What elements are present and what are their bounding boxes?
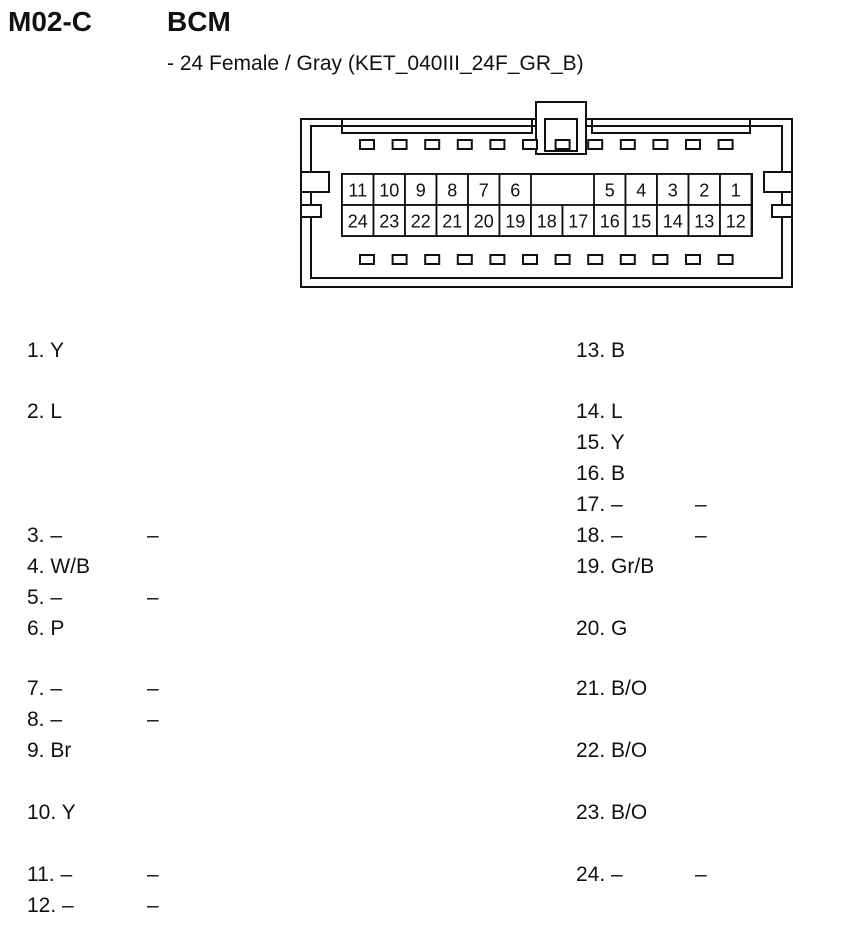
pin-entry-right-5: 17. – <box>576 493 623 516</box>
pin-note-left-7: – <box>147 677 159 700</box>
terminal-clip-top-2 <box>393 140 407 149</box>
pin-number-15: 15 <box>631 211 652 232</box>
connector-description: - 24 Female / Gray (KET_040III_24F_GR_B) <box>167 52 584 75</box>
pin-note-left-5: – <box>147 586 159 609</box>
terminal-clip-top-8 <box>588 140 602 149</box>
pin-note-right-12: – <box>695 863 707 886</box>
terminal-clip-bottom-10 <box>653 255 667 264</box>
terminal-clip-bottom-9 <box>621 255 635 264</box>
pin-number-20: 20 <box>473 211 494 232</box>
terminal-clip-top-7 <box>556 140 570 149</box>
pin-entry-left-9: 9. Br <box>27 739 72 762</box>
terminal-clip-bottom-2 <box>393 255 407 264</box>
pin-number-10: 10 <box>379 180 400 201</box>
pin-entry-left-2: 2. L <box>27 400 63 423</box>
pin-number-18: 18 <box>536 211 557 232</box>
terminal-clip-top-5 <box>490 140 504 149</box>
pin-note-right-5: – <box>695 493 707 516</box>
terminal-clip-top-12 <box>719 140 733 149</box>
left-notch-upper <box>301 172 329 192</box>
pin-entry-right-1: 13. B <box>576 339 626 362</box>
pin-number-21: 21 <box>442 211 463 232</box>
pin-entry-right-9: 21. B/O <box>576 677 648 700</box>
terminal-clip-bottom-7 <box>556 255 570 264</box>
pin-number-22: 22 <box>410 211 431 232</box>
pin-entry-right-12: 24. – <box>576 863 623 886</box>
pin-entry-right-2: 14. L <box>576 400 623 423</box>
pin-entry-right-11: 23. B/O <box>576 801 648 824</box>
terminal-clip-bottom-11 <box>686 255 700 264</box>
terminal-clip-top-9 <box>621 140 635 149</box>
terminal-clip-top-11 <box>686 140 700 149</box>
pin-entry-left-10: 10. Y <box>27 801 76 824</box>
right-notch-lower <box>772 205 792 217</box>
terminal-clip-top-3 <box>425 140 439 149</box>
pin-entry-right-4: 16. B <box>576 462 626 485</box>
pin-entry-left-7: 7. – <box>27 677 63 700</box>
pin-entry-right-3: 15. Y <box>576 431 625 454</box>
pin-number-11: 11 <box>348 180 368 201</box>
pin-entry-right-7: 19. Gr/B <box>576 555 655 578</box>
terminal-clip-top-10 <box>653 140 667 149</box>
terminal-clip-bottom-1 <box>360 255 374 264</box>
pin-number-14: 14 <box>662 211 683 232</box>
pin-note-right-6: – <box>695 524 707 547</box>
pin-number-13: 13 <box>694 211 715 232</box>
pin-number-4: 4 <box>636 180 647 201</box>
pin-number-5: 5 <box>604 180 615 201</box>
right-notch-upper <box>764 172 792 192</box>
pin-entry-left-6: 6. P <box>27 617 65 640</box>
pin-entry-right-8: 20. G <box>576 617 628 640</box>
connector-code: M02-C <box>8 6 93 37</box>
pin-entry-left-5: 5. – <box>27 586 63 609</box>
pin-entry-left-4: 4. W/B <box>27 555 91 578</box>
pin-note-left-11: – <box>147 863 159 886</box>
component-name: BCM <box>167 6 231 37</box>
pin-number-17: 17 <box>568 211 589 232</box>
pin-number-24: 24 <box>347 211 368 232</box>
pin-entry-right-6: 18. – <box>576 524 623 547</box>
pin-entry-left-8: 8. – <box>27 708 63 731</box>
terminal-clip-top-1 <box>360 140 374 149</box>
terminal-clip-bottom-4 <box>458 255 472 264</box>
connector-diagram <box>0 0 846 300</box>
pin-number-19: 19 <box>505 211 526 232</box>
pin-number-23: 23 <box>379 211 400 232</box>
pin-entry-left-12: 12. – <box>27 894 74 917</box>
terminal-clip-bottom-5 <box>490 255 504 264</box>
pin-number-2: 2 <box>699 180 710 201</box>
pin-entry-right-10: 22. B/O <box>576 739 648 762</box>
pin-number-9: 9 <box>415 180 426 201</box>
terminal-clip-top-4 <box>458 140 472 149</box>
pin-entry-left-3: 3. – <box>27 524 63 547</box>
left-notch-lower <box>301 205 321 217</box>
pin-number-8: 8 <box>447 180 458 201</box>
pin-entry-left-1: 1. Y <box>27 339 64 362</box>
pin-note-left-3: – <box>147 524 159 547</box>
terminal-clip-bottom-8 <box>588 255 602 264</box>
terminal-clip-bottom-12 <box>719 255 733 264</box>
pin-number-6: 6 <box>510 180 521 201</box>
pin-entry-left-11: 11. – <box>27 863 73 886</box>
pin-number-1: 1 <box>730 180 741 201</box>
pin-number-12: 12 <box>725 211 746 232</box>
terminal-clip-top-6 <box>523 140 537 149</box>
terminal-clip-bottom-6 <box>523 255 537 264</box>
pin-note-left-12: – <box>147 894 159 917</box>
pin-note-left-8: – <box>147 708 159 731</box>
terminal-clip-bottom-3 <box>425 255 439 264</box>
pin-number-3: 3 <box>667 180 678 201</box>
pin-number-7: 7 <box>478 180 489 201</box>
pin-number-16: 16 <box>599 211 620 232</box>
